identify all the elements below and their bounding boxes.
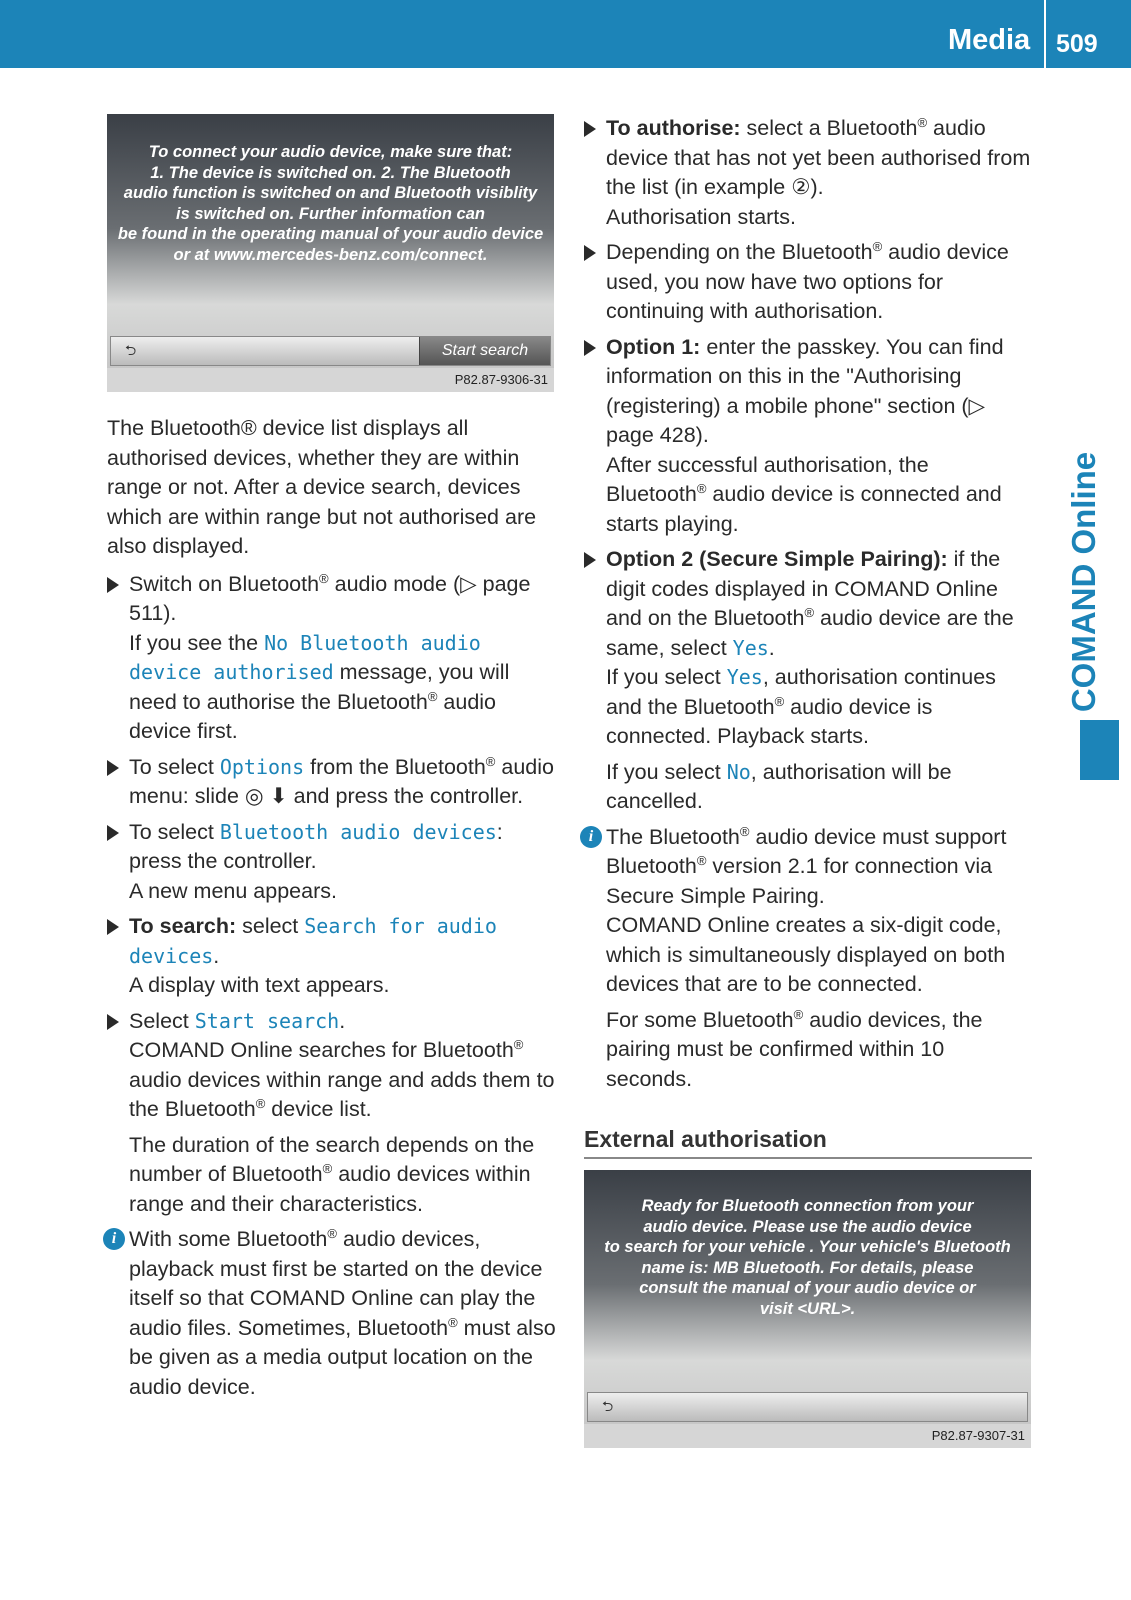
text: audio device that has not yet been authorised from the list (in example ②). bbox=[606, 116, 1031, 199]
figure-caption: P82.87-9307-31 bbox=[584, 1424, 1031, 1448]
text: The Bluetooth bbox=[606, 824, 740, 849]
text: COMAND Online creates a six-digit code, which is simultaneously displayed on both devices that are to be connected. bbox=[606, 913, 1006, 996]
text: audio device is connected. Playback starts. bbox=[606, 694, 933, 748]
step-start-search bbox=[107, 1007, 557, 1125]
reg-mark: ® bbox=[427, 688, 438, 704]
text: . bbox=[213, 943, 220, 968]
message-line: 1. The device is switched on. 2. The Bluetooth bbox=[150, 163, 511, 182]
text: message, you will need to authorise the Bluetooth bbox=[129, 660, 510, 714]
reg-mark: ® bbox=[804, 604, 815, 620]
text: audio devices within range and their characteristics. bbox=[129, 1162, 531, 1216]
text: The duration of the search depends on the number of Bluetooth bbox=[129, 1132, 535, 1186]
text: select bbox=[236, 914, 305, 938]
section-title: Media bbox=[948, 24, 1031, 56]
right-column bbox=[584, 114, 1034, 1100]
figure-caption: P82.87-9306-31 bbox=[107, 368, 554, 392]
text: To select bbox=[129, 754, 220, 779]
info-icon: i bbox=[103, 1228, 125, 1250]
text: enter the passkey. You can find information on this in the "Authorising (registering) a mobile phone" section (▷ page 428). bbox=[606, 334, 1004, 447]
text: from the Bluetooth bbox=[304, 754, 486, 779]
message-line: name is: MB Bluetooth. For details, please bbox=[641, 1258, 974, 1277]
page-number: 509 bbox=[1056, 30, 1098, 58]
step-option-1 bbox=[584, 333, 1034, 540]
text: device list. bbox=[265, 1097, 372, 1121]
text: To select bbox=[129, 819, 220, 844]
message-line: consult the manual of your audio device or bbox=[639, 1279, 976, 1297]
screen-button-bar bbox=[587, 1392, 1028, 1422]
text: Select bbox=[129, 1008, 195, 1033]
header-divider bbox=[1044, 0, 1046, 68]
text: Authorisation starts. bbox=[606, 204, 797, 229]
step-switch-on bbox=[107, 570, 557, 747]
step-arrow-icon bbox=[107, 760, 119, 776]
screen-figure-2 bbox=[584, 1170, 1031, 1424]
ui-menu-item: Start search bbox=[194, 1008, 340, 1033]
step-option-2 bbox=[584, 545, 1034, 752]
cancel-note bbox=[584, 758, 1034, 817]
step-arrow-icon bbox=[107, 1014, 119, 1030]
text: : press the controller. bbox=[129, 819, 503, 873]
intro-paragraph: The Bluetooth® device list displays all authorised devices, whether they are within range or not. After a device search, devices which are within range but not authorised are also displayed. bbox=[107, 416, 537, 558]
info-note bbox=[107, 1225, 557, 1402]
text: , authorisation continues and the Bluetooth bbox=[606, 665, 996, 719]
text: If you see the bbox=[129, 630, 265, 655]
text: if the digit codes displayed in COMAND Online and on the Bluetooth bbox=[606, 547, 1001, 630]
info-icon: i bbox=[580, 826, 602, 848]
reg-mark: ® bbox=[774, 693, 785, 709]
text: If you select bbox=[606, 665, 727, 689]
message-line: Ready for Bluetooth connection from your bbox=[641, 1197, 974, 1215]
bold-label: To search: bbox=[129, 914, 237, 938]
text: . bbox=[768, 635, 775, 660]
text: audio devices, the pairing must be confirmed within 10 seconds. bbox=[606, 1007, 983, 1091]
reg-mark: ® bbox=[327, 1225, 337, 1241]
step-select-devices bbox=[107, 818, 557, 907]
screen-figure-1 bbox=[107, 114, 554, 368]
reg-mark: ® bbox=[255, 1095, 266, 1111]
step-search bbox=[107, 912, 557, 1001]
left-column bbox=[107, 414, 557, 1408]
reg-mark: ® bbox=[793, 1006, 804, 1022]
reg-mark: ® bbox=[696, 480, 707, 496]
text: With some Bluetooth bbox=[129, 1227, 328, 1251]
step-select-options bbox=[107, 753, 557, 812]
screen-message bbox=[584, 1196, 1031, 1319]
ui-menu-item: Options bbox=[219, 754, 305, 779]
text: audio device are the same, select bbox=[606, 606, 1014, 660]
text: A display with text appears. bbox=[129, 973, 390, 997]
ui-menu-item: Yes bbox=[726, 665, 763, 689]
reg-mark: ® bbox=[917, 114, 928, 130]
text: After successful authorisation, the Bluetooth bbox=[606, 452, 929, 506]
text: Switch on Bluetooth bbox=[129, 571, 320, 596]
back-icon[interactable]: ⮌ bbox=[125, 342, 137, 358]
reg-mark: ® bbox=[513, 1036, 524, 1052]
section-heading: External authorisation bbox=[584, 1126, 1032, 1159]
text: audio device first. bbox=[129, 689, 497, 743]
start-search-button[interactable]: Start search bbox=[419, 337, 550, 365]
bold-label: To authorise: bbox=[606, 116, 741, 140]
text: audio mode (▷ page 511). bbox=[129, 571, 531, 625]
text: For some Bluetooth bbox=[606, 1007, 794, 1032]
text: audio menu: slide ◎ ⬇ and press the controller. bbox=[129, 754, 554, 808]
ui-menu-item: Search for audio devices bbox=[129, 914, 497, 968]
ui-message: No Bluetooth audio device authorised bbox=[129, 630, 481, 684]
ui-menu-item: Bluetooth audio devices bbox=[219, 819, 497, 844]
text: COMAND Online searches for Bluetooth bbox=[129, 1038, 514, 1062]
ui-menu-item: No bbox=[726, 759, 751, 784]
message-line: To connect your audio device, make sure that: bbox=[148, 143, 513, 161]
message-line: be found in the operating manual of your audio device bbox=[117, 225, 544, 243]
side-tab-marker bbox=[1080, 720, 1119, 780]
message-line: to search for your vehicle . Your vehicle's Bluetooth bbox=[604, 1238, 1011, 1256]
message-line: audio device. Please use the audio device bbox=[643, 1217, 972, 1236]
text: select a Bluetooth bbox=[740, 116, 918, 140]
text: must also be given as a media output location on the audio device. bbox=[129, 1315, 556, 1399]
bold-label: Option 1: bbox=[606, 334, 701, 359]
step-arrow-icon bbox=[107, 825, 119, 841]
reg-mark: ® bbox=[485, 753, 496, 769]
ui-menu-item: Yes bbox=[732, 635, 769, 660]
text: version 2.1 for connection via Secure Simple Pairing. bbox=[606, 854, 993, 908]
side-section-label: COMAND Online bbox=[1065, 451, 1102, 713]
bold-label: Option 2 (Secure Simple Pairing): bbox=[606, 547, 948, 571]
text: Depending on the Bluetooth bbox=[606, 240, 873, 264]
text: audio devices within range and adds them to the Bluetooth bbox=[129, 1067, 555, 1121]
reg-mark: ® bbox=[322, 1160, 333, 1176]
message-line: visit <URL>. bbox=[759, 1299, 856, 1318]
text: . bbox=[339, 1008, 346, 1033]
message-line: audio function is switched on and Bluetooth visiblity bbox=[123, 184, 538, 202]
reg-mark: ® bbox=[696, 852, 707, 868]
pairing-note bbox=[584, 1006, 1034, 1095]
header-bar bbox=[0, 0, 1131, 68]
screen-button-bar bbox=[110, 336, 551, 366]
info-note bbox=[584, 823, 1034, 1000]
reg-mark: ® bbox=[319, 570, 329, 586]
step-arrow-icon bbox=[584, 340, 596, 356]
message-line: is switched on. Further information can bbox=[176, 204, 485, 223]
text: If you select bbox=[606, 759, 727, 784]
step-arrow-icon bbox=[107, 577, 119, 593]
text: A new menu appears. bbox=[129, 878, 337, 903]
text: , authorisation will be cancelled. bbox=[606, 759, 952, 813]
text: audio devices, playback must first be started on the device itself so that COMAND Online can play the audio files. Sometimes, Bluetooth bbox=[129, 1227, 543, 1340]
message-line: or at www.mercedes-benz.com/connect. bbox=[173, 245, 488, 264]
step-depending bbox=[584, 238, 1034, 327]
step-arrow-icon bbox=[584, 552, 596, 568]
reg-mark: ® bbox=[872, 238, 883, 254]
step-arrow-icon bbox=[107, 919, 119, 935]
back-icon[interactable]: ⮌ bbox=[602, 1398, 614, 1414]
step-arrow-icon bbox=[584, 121, 596, 137]
screen-message bbox=[107, 142, 554, 265]
search-duration-note bbox=[107, 1131, 557, 1220]
step-authorise bbox=[584, 114, 1034, 232]
step-arrow-icon bbox=[584, 245, 596, 261]
text: audio device used, you now have two options for continuing with authorisation. bbox=[606, 240, 1009, 323]
text: audio device is connected and starts playing. bbox=[606, 482, 1002, 536]
reg-mark: ® bbox=[448, 1314, 458, 1330]
text: audio device must support Bluetooth bbox=[606, 824, 1007, 878]
reg-mark: ® bbox=[739, 823, 750, 839]
